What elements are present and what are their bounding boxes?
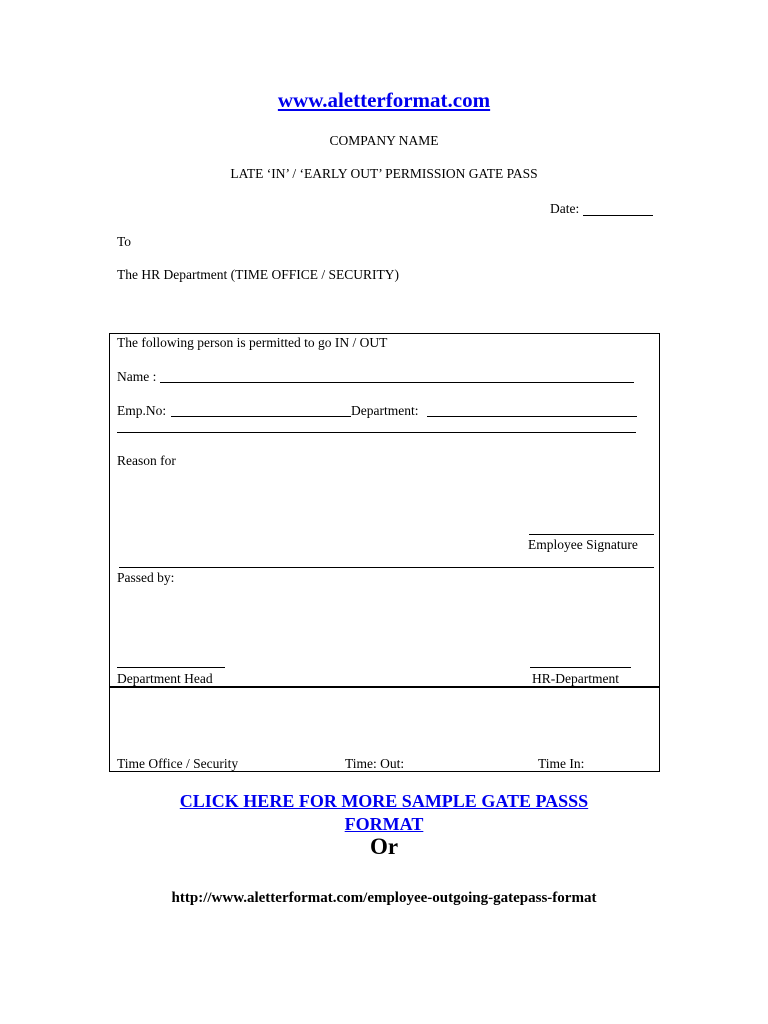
recipient-label: The HR Department (TIME OFFICE / SECURITY) [117, 267, 399, 282]
more-samples-link-line1: CLICK HERE FOR MORE SAMPLE GATE PASSS [179, 791, 589, 811]
gatepass-url: http://www.aletterformat.com/employee-outgoing-gatepass-format [171, 890, 597, 906]
pass-title: LATE ‘IN’ / ‘EARLY OUT’ PERMISSION GATE PASS [230, 166, 538, 181]
name-line [160, 382, 634, 383]
time-office-label: Time Office / Security [117, 756, 239, 771]
time-in-label: Time In: [538, 756, 585, 771]
to-label: To [117, 234, 132, 249]
hr-department-line [530, 667, 631, 668]
department-head-label: Department Head [117, 671, 213, 686]
department-line [427, 416, 637, 417]
emp-no-label: Emp.No: [117, 403, 167, 418]
extra-line [117, 432, 636, 433]
company-name: COMPANY NAME [329, 133, 439, 148]
department-head-line [117, 667, 225, 668]
hr-department-label: HR-Department [532, 671, 619, 686]
date-label: Date: [550, 201, 580, 216]
more-samples-link[interactable] [0, 790, 768, 836]
name-label: Name : [117, 369, 157, 384]
permission-text: The following person is permitted to go IN / OUT [117, 335, 388, 350]
time-out-label: Time: Out: [345, 756, 405, 771]
or-label: Or [369, 834, 399, 859]
employee-signature-label: Employee Signature [528, 537, 638, 552]
more-samples-link-line2: FORMAT [344, 814, 424, 834]
site-link[interactable]: www.aletterformat.com [277, 88, 491, 112]
date-line [583, 215, 653, 216]
passed-by-label: Passed by: [117, 570, 175, 585]
emp-no-line [171, 416, 351, 417]
signature-line [529, 534, 654, 535]
reason-label: Reason for [117, 453, 176, 468]
department-label: Department: [351, 403, 419, 418]
section-line [119, 567, 654, 568]
